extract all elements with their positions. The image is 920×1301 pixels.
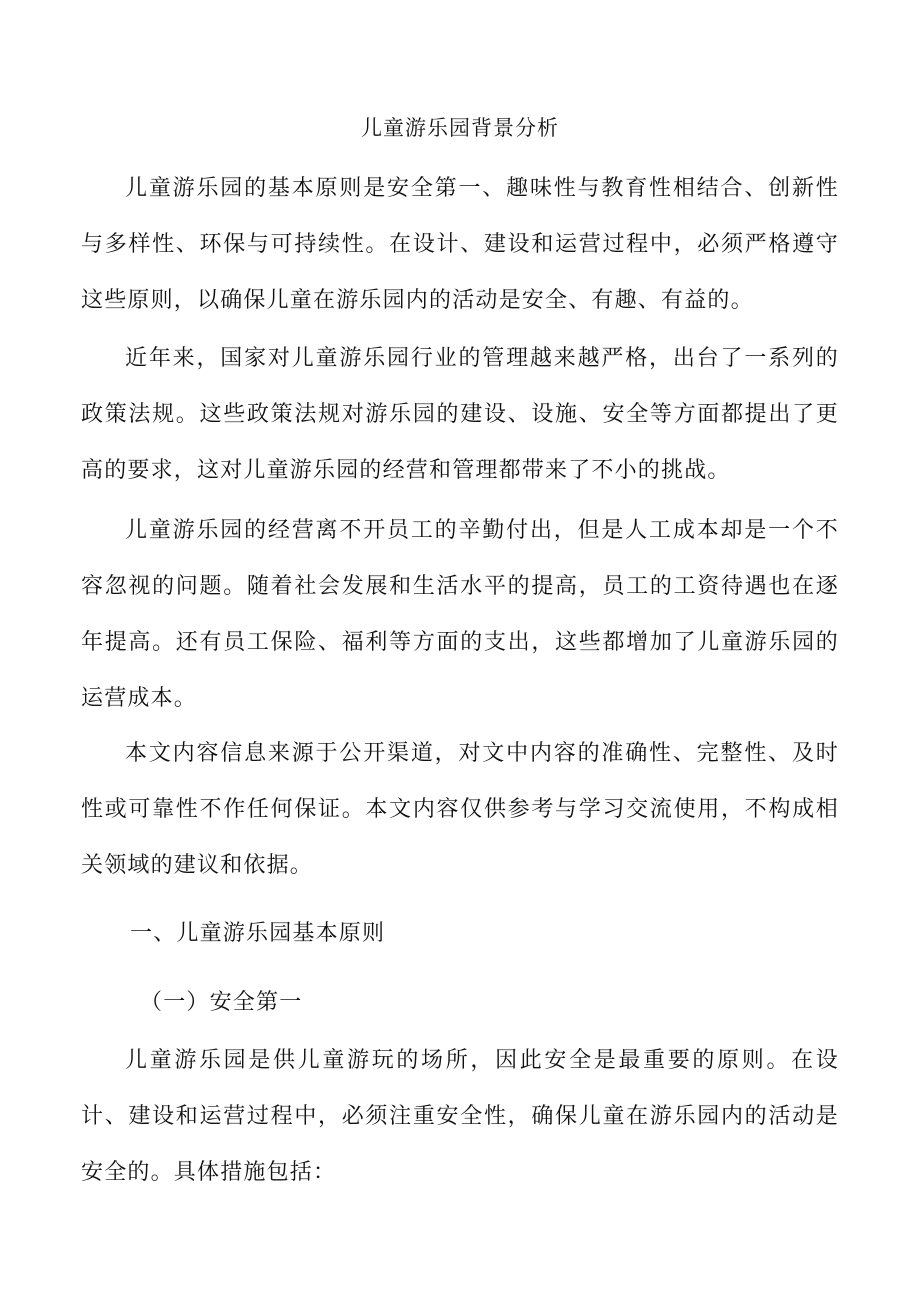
section-heading: 一、儿童游乐园基本原则 [130,921,386,946]
paragraph-disclaimer: 本文内容信息来源于公开渠道，对文中内容的准确性、完整性、及时性或可靠性不作任何保证。本文内容仅供参考与学习交流使用，不构成相关领域的建议和依据。 [81,741,839,878]
subsection-heading: （一）安全第一 [140,990,303,1015]
paragraph-safety-first: 儿童游乐园是供儿童游玩的场所，因此安全是最重要的原则。在设计、建设和运营过程中，必须注重安全性，确保儿童在游乐园内的活动是安全的。具体措施包括： [81,1048,839,1185]
paragraph-basic-principles: 儿童游乐园的基本原则是安全第一、趣味性与教育性相结合、创新性与多样性、环保与可持续性。在设计、建设和运营过程中，必须严格遵守这些原则，以确保儿童在游乐园内的活动是安全、有趣、有益的。 [81,176,839,313]
paragraph-labor-cost: 儿童游乐园的经营离不开员工的辛勤付出，但是人工成本却是一个不容忽视的问题。随着社会发展和生活水平的提高，员工的工资待遇也在逐年提高。还有员工保险、福利等方面的支出，这些都增加了儿童游乐园的运营成本。 [81,518,839,711]
document-title: 儿童游乐园背景分析 [361,116,559,140]
paragraph-policy: 近年来，国家对儿童游乐园行业的管理越来越严格，出台了一系列的政策法规。这些政策法规对游乐园的建设、设施、安全等方面都提出了更高的要求，这对儿童游乐园的经营和管理都带来了不小的挑战。 [81,346,839,483]
